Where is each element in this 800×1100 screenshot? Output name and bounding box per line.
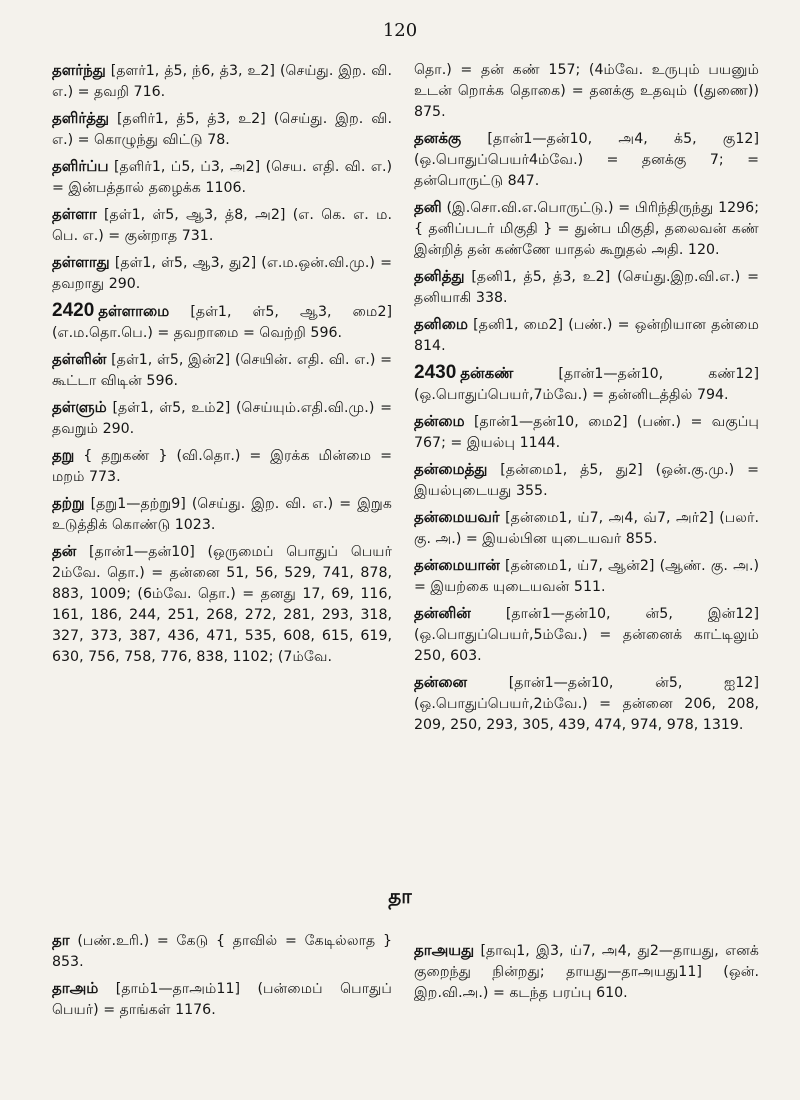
headword: தனிமை: [414, 315, 468, 333]
entry-definition: [தளர்1, த்5, ந்6, த்3, உ2] (செய்து. இற. வி. எ.) = தவறி 716.: [52, 63, 392, 100]
headword: தன்மைத்து: [414, 460, 488, 478]
entry-definition: [தாவு1, இ3, ய்7, அ4, து2—தாயது, எனக் குறைந்து நின்றது; தாயது—தாஅயது11] (ஒன். இற.வி.அ.) = கடந்த பரப்பு 610.: [414, 943, 759, 1001]
dictionary-entry: [52, 541, 392, 668]
entry-definition: [தான்1—தன்10, ன்5, ஐ12] (ஒ.பொதுப்பெயர்,2ம்வே.) = தன்னை 206, 208, 209, 250, 293, 305, 439, 474, 974, 978, 1319.: [414, 675, 759, 733]
dictionary-entry: [414, 507, 759, 550]
entry-definition: [தாம்1—தாஅம்11] (பன்மைப் பொதுப் பெயர்) = தாங்கள் 1176.: [52, 981, 392, 1018]
dictionary-entry: [52, 397, 392, 440]
headword: தறு: [52, 446, 75, 464]
entry-definition: { தறுகண் } (வி.தொ.) = இரக்க மின்மை = மறம் 773.: [52, 448, 392, 485]
entry-definition: [தான்1—தன்10, கண்12] (ஒ.பொதுப்பெயர்,7ம்வே.) = தன்னிடத்தில் 794.: [414, 366, 759, 403]
entry-number: 2430: [414, 362, 457, 383]
headword: தன்மை: [414, 412, 465, 430]
headword: தாஅயது: [414, 941, 475, 959]
dictionary-entry: [414, 411, 759, 454]
entry-definition: (இ.சொ.வி.எ.பொருட்டு.) = பிரிந்திருந்து 1296; { தனிப்படர் மிகுதி } = துன்ப மிகுதி, தலைவன் கண் இன்றித் தன் கண்ணே யாதல் கூறுதல் அதி. 120.: [414, 200, 759, 258]
headword: தள்ளா: [52, 205, 97, 223]
dictionary-entry: [414, 60, 759, 123]
dictionary-entry: [414, 603, 759, 667]
entry-definition: [தான்1—தன்10, அ4, க்5, கு12] (ஒ.பொதுப்பெயர்4ம்வே.) = தனக்கு 7; = தன்பொருட்டு 847.: [414, 131, 759, 189]
dictionary-entry: [414, 197, 759, 261]
headword: தாஅம்: [52, 979, 99, 997]
entry-definition: [தள்1, ள்5, ஆ3, த்8, அ2] (எ. கெ. எ. ம. பெ. எ.) = குன்றாத 731.: [52, 207, 392, 244]
dictionary-entry: [52, 252, 392, 295]
entry-definition: [தள்1, ள்5, உம்2] (செய்யும்.எதி.வி.மு.) = தவறும் 290.: [52, 400, 392, 437]
headword: தள்ளின்: [52, 350, 107, 368]
headword: தன்னை: [414, 673, 468, 691]
section-heading: தா: [388, 884, 412, 908]
entry-definition: தொ.) = தன் கண் 157; (4ம்வே. உருபும் பயனும் உடன் றொக்க தொகை) = தனக்கு உதவும் ((துணை)) 875.: [414, 62, 759, 120]
dictionary-entry: [414, 314, 759, 357]
left-column: [52, 60, 392, 673]
entry-definition: (பண்.உரி.) = கேடு { தாவில் = கேடில்லாத } 853.: [52, 933, 392, 970]
entry-definition: [தனி1, த்5, த்3, உ2] (செய்து.இற.வி.எ.) = தனியாகி 338.: [414, 269, 759, 306]
headword: தளர்ந்து: [52, 61, 106, 79]
dictionary-entry: [52, 108, 392, 151]
entry-definition: [தறு1—தற்று9] (செய்து. இற. வி. எ.) = இறுக உடுத்திக் கொண்டு 1023.: [52, 496, 392, 533]
dictionary-entry: [52, 349, 392, 392]
headword: தா: [52, 931, 70, 949]
entry-definition: [தான்1—தன்10, மை2] (பண்.) = வகுப்பு 767; = இயல்பு 1144.: [414, 414, 759, 451]
headword: தளிர்ப்ப: [52, 157, 109, 175]
entry-definition: [தனி1, மை2] (பண்.) = ஒன்றியான தன்மை 814.: [414, 317, 759, 354]
headword: தற்று: [52, 494, 85, 512]
entry-definition: [தான்1—தன்10, ன்5, இன்12] (ஒ.பொதுப்பெயர்,5ம்வே.) = தன்னைக் காட்டிலும் 250, 603.: [414, 606, 759, 664]
dictionary-entry: [414, 362, 759, 406]
dictionary-entry: [52, 930, 392, 973]
page-number: 120: [382, 20, 418, 41]
headword: தன்னின்: [414, 604, 471, 622]
headword: தன்கண்: [460, 364, 514, 382]
dictionary-entry: [52, 60, 392, 103]
right-column: [414, 60, 759, 741]
entry-definition: [தளிர்1, ப்5, ப்3, அ2] (செய. எதி. வி. எ.) = இன்பத்தால் தழைக்க 1106.: [52, 159, 392, 196]
headword: தள்ளும்: [52, 398, 107, 416]
bottom-left-column: [52, 930, 392, 1026]
dictionary-entry: [52, 978, 392, 1021]
entry-definition: [தன்மை1, ய்7, அ4, வ்7, அர்2] (பலர். கு. அ.) = இயல்பின யுடையவர் 855.: [414, 510, 759, 547]
dictionary-entry: [414, 266, 759, 309]
headword: தனித்து: [414, 267, 465, 285]
entry-definition: [தன்மை1, ய்7, ஆன்2] (ஆண். கு. அ.) = இயற்கை யுடையவன் 511.: [414, 558, 759, 595]
dictionary-entry: [52, 156, 392, 199]
dictionary-entry: [52, 300, 392, 344]
dictionary-entry: [52, 204, 392, 247]
dictionary-entry: [52, 445, 392, 488]
headword: தன்மையான்: [414, 556, 500, 574]
entry-number: 2420: [52, 300, 95, 321]
headword: தள்ளாமை: [98, 302, 170, 320]
dictionary-entry: [414, 940, 759, 1004]
headword: தள்ளாது: [52, 253, 110, 271]
headword: தனக்கு: [414, 129, 462, 147]
entry-definition: [தள்1, ள்5, இன்2] (செயின். எதி. வி. எ.) = கூட்டா விடின் 596.: [52, 352, 392, 389]
headword: தளிர்த்து: [52, 109, 109, 127]
dictionary-entry: [414, 672, 759, 736]
entry-definition: [தள்1, ள்5, ஆ3, து2] (எ.ம.ஒன்.வி.மு.) = தவறாது 290.: [52, 255, 392, 292]
dictionary-entry: [414, 555, 759, 598]
entry-definition: [தன்மை1, த்5, து2] (ஒன்.கு.மு.) = இயல்புடையது 355.: [414, 462, 759, 499]
bottom-right-column: [414, 940, 759, 1009]
headword: தனி: [414, 198, 442, 216]
entry-definition: [தான்1—தன்10] (ஒருமைப் பொதுப் பெயர் 2ம்வே. தொ.) = தன்னை 51, 56, 529, 741, 878, 883, 1009; (6ம்வே. தொ.) = தனது 17, 69, 116, 161, 186, 244, 251, 268, 272, 281, 293, 318, 327, 373, 387, 436, 471, 535, 608, 615, 619, 630, 756, 758, 776, 838, 1102; (7ம்வே.: [52, 544, 392, 665]
dictionary-entry: [414, 128, 759, 192]
entry-definition: [தளிர்1, த்5, த்3, உ2] (செய்து. இற. வி. எ.) = கொழுந்து விட்டு 78.: [52, 111, 392, 148]
dictionary-entry: [414, 459, 759, 502]
entry-definition: [தள்1, ள்5, ஆ3, மை2] (எ.ம.தொ.பெ.) = தவறாமை = வெற்றி 596.: [52, 304, 392, 341]
dictionary-entry: [52, 493, 392, 536]
headword: தன்: [52, 542, 77, 560]
headword: தன்மையவர்: [414, 508, 500, 526]
